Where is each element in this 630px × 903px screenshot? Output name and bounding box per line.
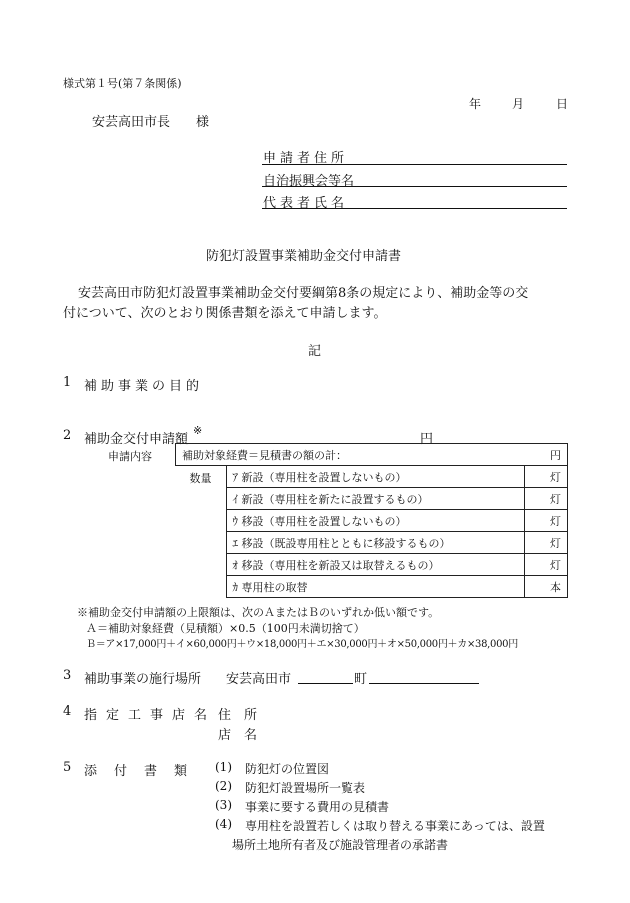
body-line-1: 安芸高田市防犯灯設置事業補助金交付要綱第8条の規定により、補助金等の交 <box>78 286 529 301</box>
ki-mark: 記 <box>308 344 322 359</box>
applicant-address-label: 申請者住所 <box>263 151 349 166</box>
item1-label: 補助事業の目的 <box>84 379 204 394</box>
body-line-2: 付について、次のとおり関係書類を添えて申請します。 <box>63 306 387 321</box>
representative-line <box>262 208 567 209</box>
table-row <box>176 488 568 510</box>
addressee: 安芸高田市長 様 <box>92 115 210 130</box>
date-month: 月 <box>512 97 525 111</box>
item4-address: 住 所 <box>218 708 258 723</box>
amount-unit: 円 <box>420 432 434 447</box>
item3-number: 3 <box>63 668 72 683</box>
item2-label: 補助金交付申請額 <box>84 432 189 447</box>
doc-number: (2) <box>215 779 232 793</box>
row-unit: 灯 <box>525 532 568 554</box>
item3-town: 町 <box>354 672 368 687</box>
row-unit: 灯 <box>525 554 568 576</box>
item5-label: 添付書類 <box>84 764 205 779</box>
date-year: 年 <box>469 97 482 111</box>
association-label: 自治振興会等名 <box>263 174 355 189</box>
table-row <box>176 532 568 554</box>
doc-text-continued: 場所土地所有者及び施設管理者の承諾書 <box>232 838 449 852</box>
content-label: 申請内容 <box>108 450 152 463</box>
item3-label: 補助事業の施行場所 <box>84 672 202 687</box>
row-unit: 灯 <box>525 488 568 510</box>
doc-text: 防犯灯の位置図 <box>245 762 330 776</box>
doc-text: 防犯灯設置場所一覧表 <box>245 781 366 795</box>
table-row <box>176 554 568 576</box>
row-unit: 本 <box>525 576 568 598</box>
street-line <box>369 683 479 684</box>
item5-number: 5 <box>63 760 72 775</box>
note-1: ※補助金交付申請額の上限額は、次のＡまたはＢのいずれか低い額です。 <box>77 606 440 619</box>
table-row <box>176 466 568 488</box>
item4-label: 指定工事店名 <box>84 708 217 723</box>
association-line <box>262 186 567 187</box>
item4-shop: 店 名 <box>218 728 258 743</box>
representative-label: 代表者氏名 <box>263 196 349 211</box>
item2-number: 2 <box>63 428 72 443</box>
expense-unit: 円 <box>550 448 561 462</box>
row-text: ｶ 専用柱の取替 <box>226 576 525 598</box>
table-row <box>176 576 568 598</box>
date-day: 日 <box>556 97 569 111</box>
expense-row <box>176 444 568 466</box>
table-row <box>176 510 568 532</box>
qty-label: 数量 <box>176 466 227 598</box>
town-line <box>298 683 353 684</box>
note-2: Ａ＝補助対象経費（見積額）×0.5（100円未満切捨て） <box>86 622 365 635</box>
item3-city: 安芸高田市 <box>226 672 292 687</box>
doc-number: (1) <box>215 760 232 774</box>
item4-number: 4 <box>63 704 72 719</box>
row-text: ｳ 移設（専用柱を設置しないもの） <box>226 510 525 532</box>
item1-number: 1 <box>63 375 72 390</box>
note-3: Ｂ＝ア×17,000円＋イ×60,000円＋ウ×18,000円＋エ×30,000円＋オ×50,000円＋カ×38,000円 <box>86 639 518 650</box>
applicant-address-line <box>262 164 567 165</box>
doc-text: 専用柱を設置若しくは取り替える事業にあっては、設置 <box>245 819 545 833</box>
expense-label: 補助対象経費＝見積書の額の計： <box>182 448 347 462</box>
row-text: ｵ 移設（専用柱を新設又は取替えるもの） <box>226 554 525 576</box>
row-text: ｴ 移設（既設専用柱とともに移設するもの） <box>226 532 525 554</box>
document-title: 防犯灯設置事業補助金交付申請書 <box>206 249 402 264</box>
form-number: 様式第１号(第７条関係) <box>63 77 182 90</box>
row-unit: 灯 <box>525 510 568 532</box>
item2-mark: ※ <box>193 424 203 437</box>
row-text: ｱ 新設（専用柱を設置しないもの） <box>226 466 525 488</box>
doc-number: (3) <box>215 798 232 812</box>
row-text: ｲ 新設（専用柱を新たに設置するもの） <box>226 488 525 510</box>
quantity-table <box>175 443 568 598</box>
doc-number: (4) <box>215 817 232 831</box>
row-unit: 灯 <box>525 466 568 488</box>
doc-text: 事業に要する費用の見積書 <box>245 800 390 814</box>
